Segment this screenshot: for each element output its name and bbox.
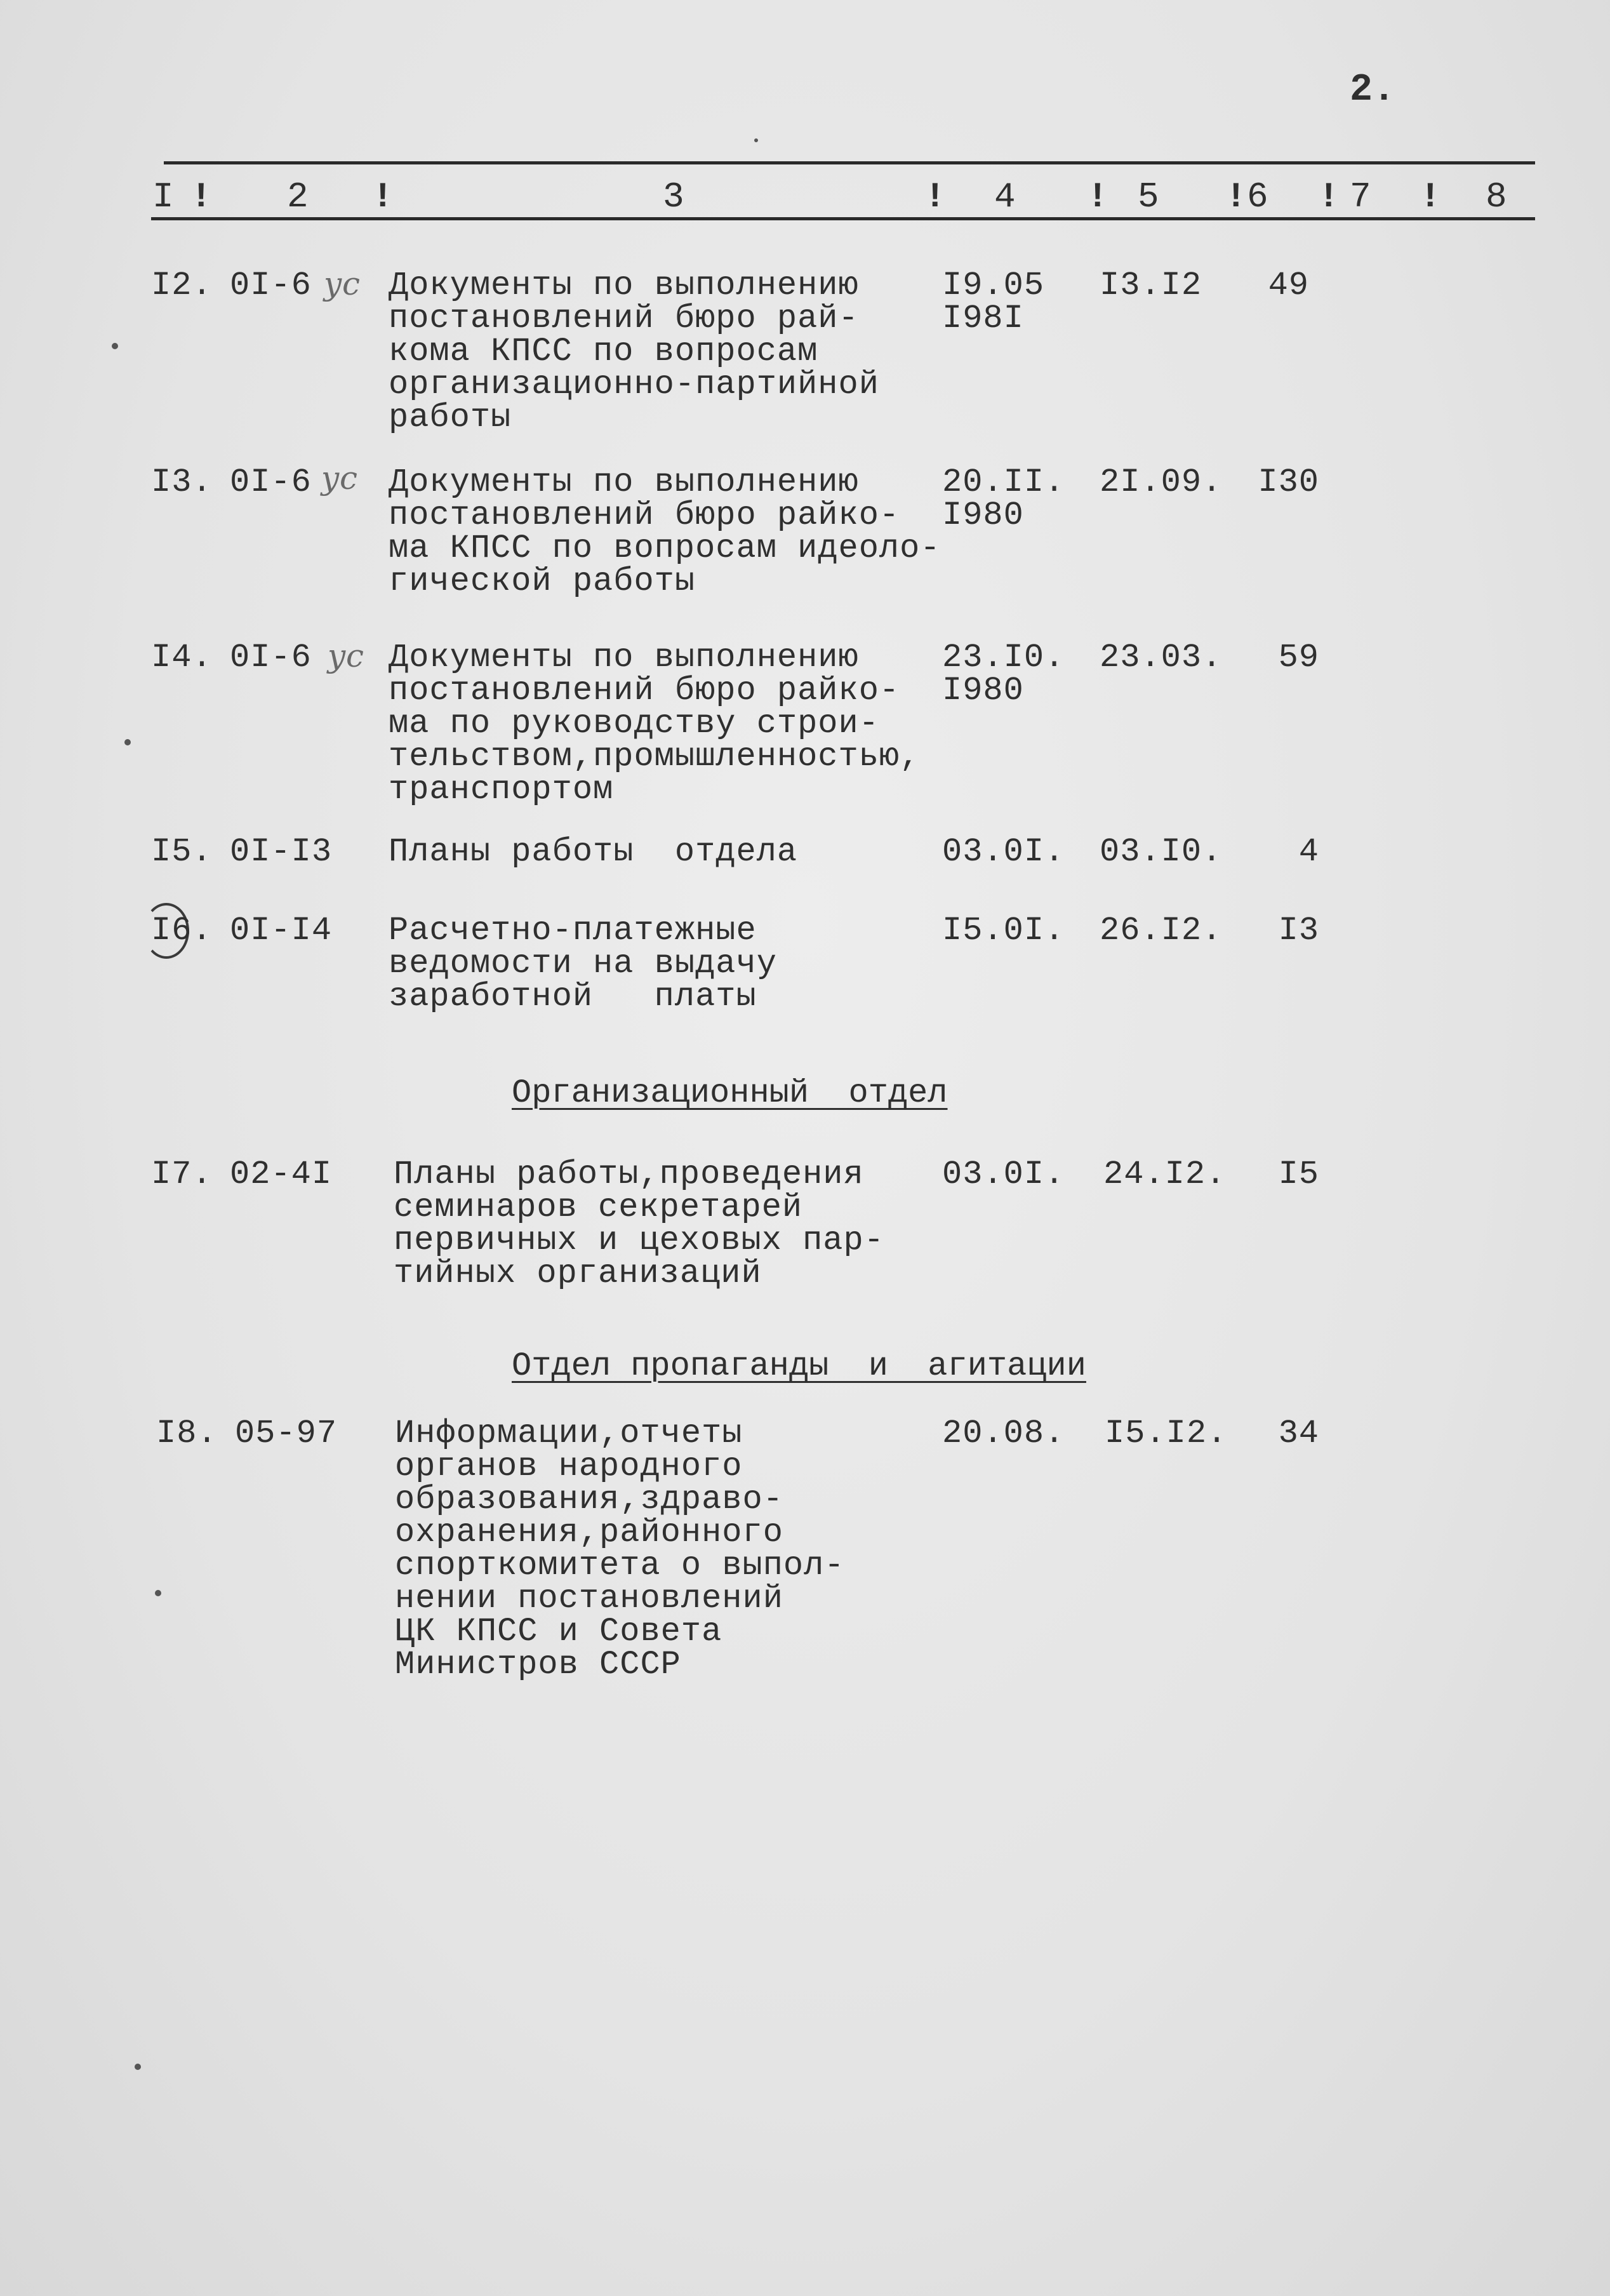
row-end-date: 2I.09. bbox=[1100, 464, 1223, 501]
row-index: 05-97 bbox=[235, 1415, 338, 1452]
row-start-date: 03.0I. bbox=[942, 1156, 1065, 1193]
row-index: 0I-6 bbox=[230, 267, 312, 304]
row-sheet-count: I30 bbox=[1258, 464, 1319, 501]
row-end-date: 26.I2. bbox=[1100, 912, 1223, 949]
row-number: I2. bbox=[151, 267, 213, 304]
row-index: 0I-I3 bbox=[230, 833, 333, 871]
header-separator: ! bbox=[372, 177, 394, 217]
row-number: I4. bbox=[151, 639, 213, 676]
row-end-date: 24.I2. bbox=[1103, 1156, 1227, 1193]
header-bottom-rule bbox=[151, 217, 1535, 220]
row-description: Информации,отчеты органов народного образования,здраво- охранения,районного спорткомитета о выпол- нении постановлений ЦК КПСС и Совета Министров СССР bbox=[395, 1415, 845, 1683]
row-description: Планы работы,проведения семинаров секретарей первичных и цеховых пар- тийных организаций bbox=[394, 1156, 884, 1292]
row-sheet-count: 34 bbox=[1278, 1415, 1319, 1452]
row-sheet-count: I3 bbox=[1278, 912, 1319, 949]
header-separator: ! bbox=[924, 177, 946, 217]
row-number: I8. bbox=[156, 1415, 218, 1452]
handwritten-mark: ус bbox=[324, 265, 361, 302]
row-start-date: 20.08. bbox=[942, 1415, 1065, 1452]
scan-speck bbox=[135, 2064, 141, 2070]
row-end-date: 23.03. bbox=[1100, 639, 1223, 676]
row-description: Документы по выполнению постановлений бюро райко- ма по руководству строи- тельством,промышленностью, транспортом bbox=[389, 639, 921, 808]
scan-speck bbox=[124, 739, 131, 745]
row-index: 0I-6 bbox=[230, 464, 312, 501]
row-end-date: I5.I2. bbox=[1105, 1415, 1228, 1452]
header-top-rule bbox=[164, 161, 1535, 164]
header-col-5: 5 bbox=[1138, 177, 1159, 217]
header-col-4: 4 bbox=[994, 177, 1016, 217]
header-separator: ! bbox=[1318, 177, 1340, 217]
row-index: 02-4I bbox=[230, 1156, 333, 1193]
row-start-date: I9.05 I98I bbox=[942, 267, 1045, 337]
handwritten-mark: ус bbox=[328, 637, 364, 674]
header-col-1: I bbox=[152, 177, 174, 217]
row-description: Планы работы отдела bbox=[389, 833, 798, 871]
row-start-date: 20.II. I980 bbox=[942, 464, 1065, 534]
header-col-3: 3 bbox=[663, 177, 684, 217]
scan-speck bbox=[112, 343, 118, 349]
header-separator: ! bbox=[1420, 177, 1441, 217]
row-index: 0I-I4 bbox=[230, 912, 333, 949]
row-sheet-count: 59 bbox=[1278, 639, 1319, 676]
row-index: 0I-6 bbox=[230, 639, 312, 676]
row-description: Документы по выполнению постановлений бюро рай- кома КПСС по вопросам организационно-партийной работы bbox=[389, 267, 879, 436]
section-title: Организационный отдел bbox=[512, 1074, 948, 1112]
row-end-date: I3.I2 bbox=[1100, 267, 1202, 304]
row-start-date: 03.0I. bbox=[942, 833, 1065, 871]
header-col-6: 6 bbox=[1247, 177, 1268, 217]
header-col-7: 7 bbox=[1350, 177, 1371, 217]
row-end-date: 03.I0. bbox=[1100, 833, 1223, 871]
header-separator: ! bbox=[190, 177, 212, 217]
row-number: I5. bbox=[151, 833, 213, 871]
row-number: I3. bbox=[151, 464, 213, 501]
scan-speck bbox=[754, 138, 758, 142]
row-description: Документы по выполнению постановлений бюро райко- ма КПСС по вопросам идеоло- гической работы bbox=[389, 464, 941, 600]
section-title: Отдел пропаганды и агитации bbox=[512, 1347, 1086, 1385]
handwritten-mark: ус bbox=[321, 460, 358, 497]
row-sheet-count: I5 bbox=[1278, 1156, 1319, 1193]
header-separator: ! bbox=[1087, 177, 1108, 217]
row-number: I7. bbox=[151, 1156, 213, 1193]
row-sheet-count: 4 bbox=[1298, 833, 1319, 871]
page-number: 2. bbox=[1350, 69, 1396, 112]
header-separator: ! bbox=[1225, 177, 1247, 217]
header-col-2: 2 bbox=[287, 177, 309, 217]
row-number: I6. bbox=[151, 912, 213, 949]
row-sheet-count: 49 bbox=[1268, 267, 1309, 304]
row-description: Расчетно-платежные ведомости на выдачу заработной платы bbox=[389, 912, 777, 1015]
scan-speck bbox=[155, 1590, 161, 1596]
header-col-8: 8 bbox=[1486, 177, 1507, 217]
row-start-date: I5.0I. bbox=[942, 912, 1065, 949]
row-start-date: 23.I0. I980 bbox=[942, 639, 1065, 709]
